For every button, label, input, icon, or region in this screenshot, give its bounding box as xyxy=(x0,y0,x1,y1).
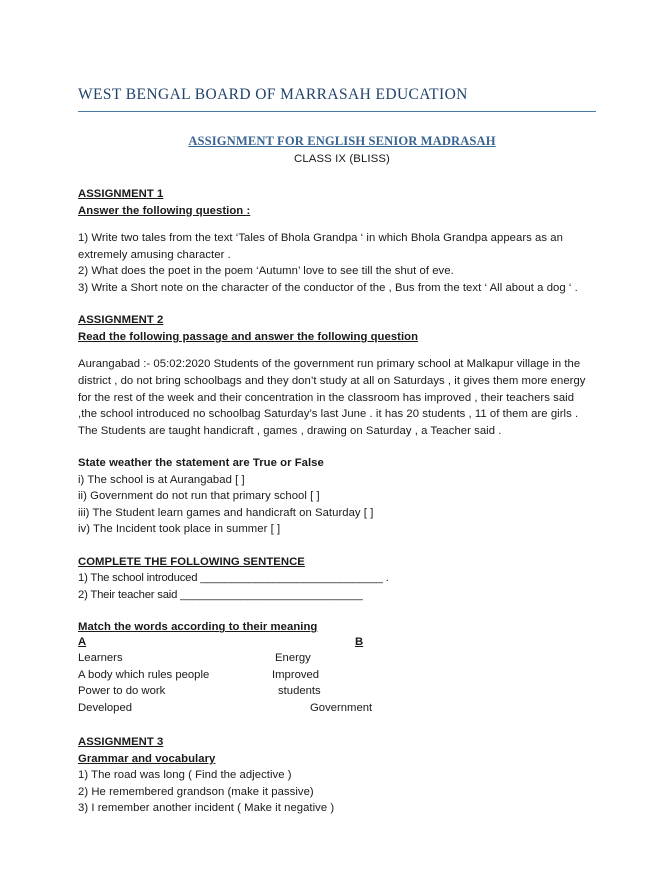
match-header-row xyxy=(78,636,598,653)
question-item: 2) What does the poet in the poem ‘Autumn’ love to see till the shut of eve. xyxy=(78,265,454,278)
list-item: 2) Their teacher said ______________________________ xyxy=(78,588,363,601)
true-false-heading: State weather the statement are True or False xyxy=(78,457,324,470)
list-item: 1) The school introduced ______________________________ . xyxy=(78,572,389,585)
class-label: CLASS IX (BLISS) xyxy=(294,153,390,165)
match-words-heading: Match the words according to their meaning xyxy=(78,621,318,634)
subtitle-block xyxy=(86,132,598,165)
list-item: ii) Government do not run that primary school [ ] xyxy=(78,490,320,503)
table-row xyxy=(78,669,598,686)
column-b-label: B xyxy=(355,635,364,648)
question-item: 3) Write a Short note on the character of the conductor of the , Bus from the text ‘ All about a dog ‘ . xyxy=(78,281,578,294)
assignment-3-questions xyxy=(78,767,598,817)
question-item: 3) I remember another incident ( Make it negative ) xyxy=(78,802,335,815)
assignment-2-heading: ASSIGNMENT 2 xyxy=(78,314,164,327)
match-term-a: Power to do work xyxy=(78,685,166,698)
column-a-label: A xyxy=(78,635,87,648)
assignment-1-section xyxy=(78,186,598,296)
table-row xyxy=(78,685,598,702)
assignment-subtitle: ASSIGNMENT FOR ENGLISH SENIOR MADRASAH xyxy=(188,134,496,148)
reading-passage: Aurangabad :- 05:02:2020 Students of the government run primary school at Malkapur village in the district , do not bring schoolbags and they don’t study at all on Saturdays , it gives them more energy for the rest of the week and their concentration in the classroom has improved , their teachers said ,the school introduced no schoolbag Saturday’s last June . it has 20 students , 11 of them are girls . The Students are taught handicraft , games , drawing on Saturday , a Teacher said . xyxy=(78,358,586,437)
assignment-3-heading: ASSIGNMENT 3 xyxy=(78,736,164,749)
complete-sentence-heading: COMPLETE THE FOLLOWING SENTENCE xyxy=(78,555,305,568)
assignment-2-instruction: Read the following passage and answer the following question xyxy=(78,330,419,343)
table-row xyxy=(78,652,598,669)
document-content xyxy=(78,86,598,817)
match-term-a: A body which rules people xyxy=(78,668,210,681)
assignment-1-questions xyxy=(78,230,578,296)
list-item: i) The school is at Aurangabad [ ] xyxy=(78,473,245,486)
match-term-b: Energy xyxy=(275,652,311,665)
match-term-a: Developed xyxy=(78,701,133,714)
match-words-table xyxy=(78,636,598,719)
match-term-b: Government xyxy=(310,701,373,714)
true-false-list xyxy=(78,472,598,538)
list-item: iv) The Incident took place in summer [ ] xyxy=(78,523,281,536)
question-item: 2) He remembered grandson (make it passive) xyxy=(78,785,314,798)
assignment-1-heading: ASSIGNMENT 1 xyxy=(78,188,164,200)
match-term-b: Improved xyxy=(272,668,320,681)
title-divider xyxy=(78,111,596,112)
question-item: 1) The road was long ( Find the adjective ) xyxy=(78,769,292,782)
page-title: WEST BENGAL BOARD OF MARRASAH EDUCATION xyxy=(78,86,468,103)
assignment-3-section xyxy=(78,734,598,817)
assignment-3-instruction: Grammar and vocabulary xyxy=(78,752,216,765)
assignment-1-instruction: Answer the following question : xyxy=(78,204,251,217)
match-term-b: students xyxy=(278,685,321,698)
list-item: iii) The Student learn games and handicraft on Saturday [ ] xyxy=(78,506,374,519)
assignment-2-section xyxy=(78,312,598,718)
table-row xyxy=(78,702,598,719)
question-item: 1) Write two tales from the text ‘Tales of Bhola Grandpa ‘ in which Bhola Grandpa appears as an extremely amusing character . xyxy=(78,232,563,261)
complete-sentence-list xyxy=(78,570,598,603)
match-term-a: Learners xyxy=(78,652,123,665)
